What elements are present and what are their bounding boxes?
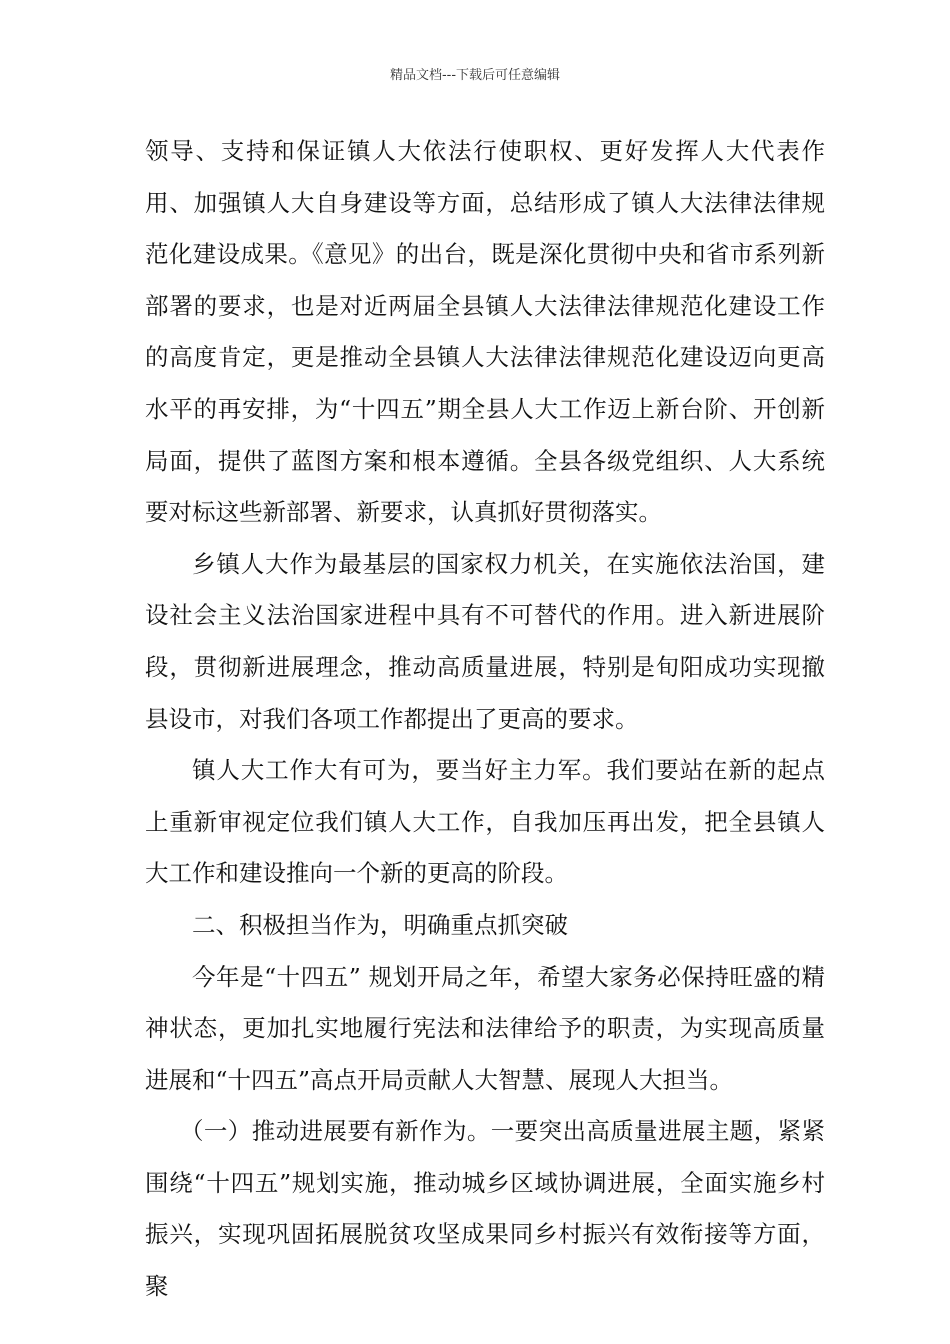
document-body [145, 126, 825, 1313]
section-heading: 二、积极担当作为，明确重点抓突破 [192, 910, 568, 939]
paragraph: （一）推动进展要有新作为。一要突出高质量进展主题，紧紧围绕“十四五”规划实施，推动城乡区域协调进展，全面实施乡村振兴，实现巩固拓展脱贫攻坚成果同乡村振兴有效衔接等方面，聚 [145, 1117, 825, 1301]
paragraph: 乡镇人大作为最基层的国家权力机关，在实施依法治国，建设社会主义法治国家进程中具有不可替代的作用。进入新进展阶段，贯彻新进展理念，推动高质量进展，特别是旬阳成功实现撤县设市，对我们各项工作都提出了更高的要求。 [145, 549, 825, 733]
paragraph: 今年是“十四五” 规划开局之年，希望大家务必保持旺盛的精神状态，更加扎实地履行宪法和法律给予的职责，为实现高质量进展和“十四五”高点开局贡献人大智慧、展现人大担当。 [145, 962, 825, 1094]
page-header: 精品文档---下载后可任意编辑 [389, 68, 561, 83]
paragraph: 镇人大工作大有可为，要当好主力军。我们要站在新的起点上重新审视定位我们镇人大工作，自我加压再出发，把全县镇人大工作和建设推向一个新的更高的阶段。 [145, 756, 825, 888]
paragraph: 领导、支持和保证镇人大依法行使职权、更好发挥人大代表作用、加强镇人大自身建设等方面，总结形成了镇人大法律法律规范化建设成果。《意见》的出台，既是深化贯彻中央和省市系列新部署的要求，也是对近两届全县镇人大法律法律规范化建设工作的高度肯定，更是推动全县镇人大法律法律规范化建设迈向更高水平的再安排，为“十四五”期全县人大工作迈上新台阶、开创新局面，提供了蓝图方案和根本遵循。全县各级党组织、人大系统要对标这些新部署、新要求，认真抓好贯彻落实。 [145, 137, 825, 527]
